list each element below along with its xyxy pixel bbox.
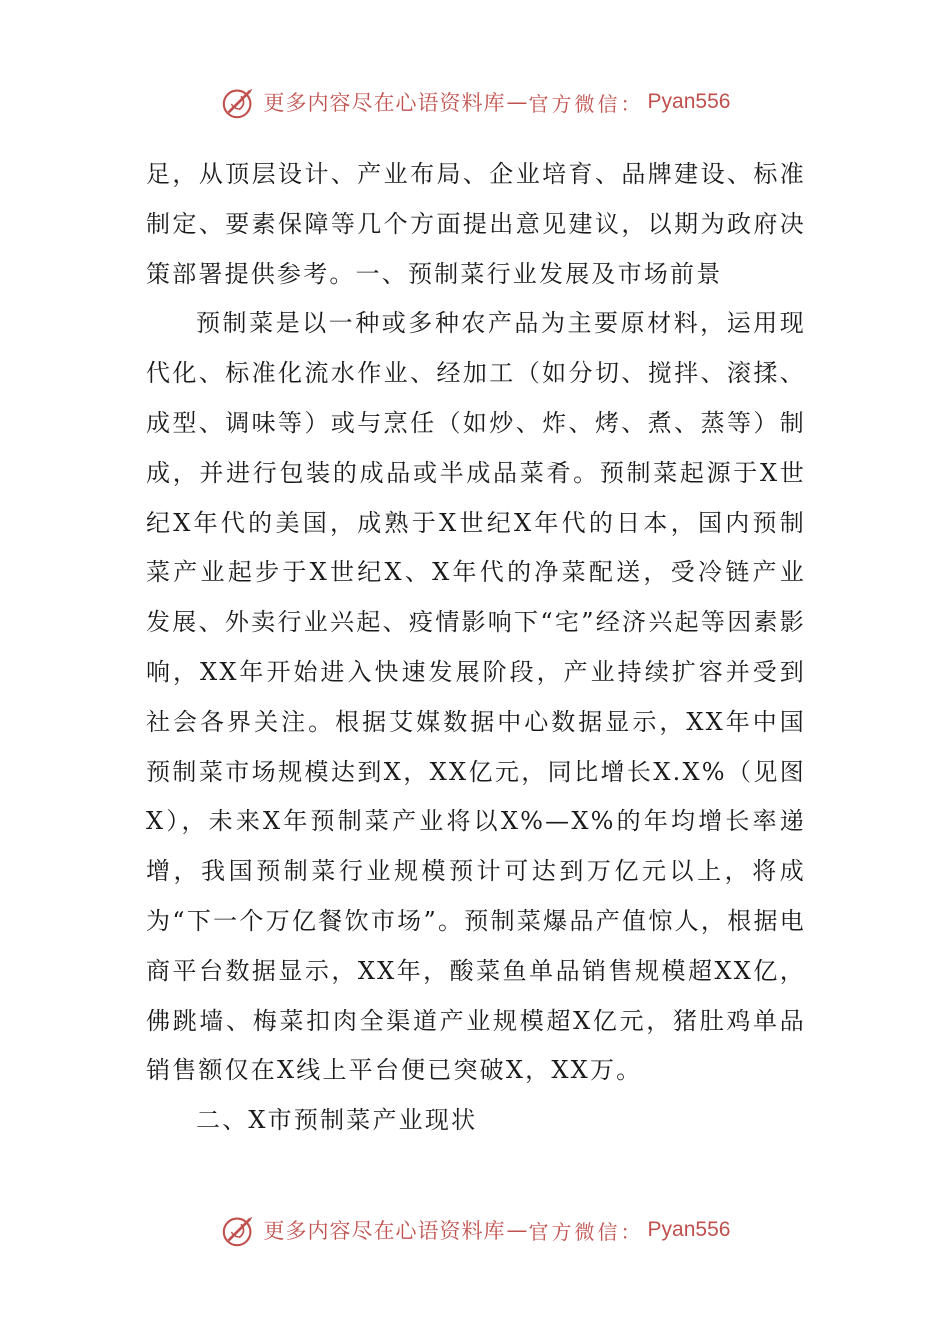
paragraph-continuation: 足，从顶层设计、产业布局、企业培育、品牌建设、标准制定、要素保障等几个方面提出意见建议，以期为政府决策部署提供参考。一、预制菜行业发展及市场前景 <box>146 160 806 288</box>
banner-wechat-label: 官方微信： <box>528 91 644 116</box>
banner-wechat-label: 官方微信： <box>528 1219 644 1244</box>
quill-logo-icon <box>220 83 258 121</box>
header-banner <box>0 80 950 124</box>
section-heading: 二、X市预制菜产业现状 <box>196 1106 478 1135</box>
banner-title: 更多内容尽在心语资料库 <box>263 91 506 115</box>
footer-banner <box>0 1208 950 1252</box>
banner-dash: — <box>506 90 528 114</box>
paragraph-prepared-food-intro: 预制菜是以一种或多种农产品为主要原材料，运用现代化、标准化流水作业、经加工（如分切、搅拌、滚揉、成型、调味等）或与烹任（如炒、炸、烤、煮、蒸等）制成，并进行包装的成品或半成品菜肴。预制菜起源于X世纪X年代的美国，成熟于X世纪X年代的日本，国内预制菜产业起步于X世纪X、X年代的净菜配送，受冷链产业发展、外卖行业兴起、疫情影响下“宅”经济兴起等因素影响，XX年开始进入快速发展阶段，产业持续扩容并受到社会各界关注。根据艾媒数据中心数据显示，XX年中国预制菜市场规模达到X，XX亿元，同比增长X.X%（见图X），未来X年预制菜产业将以X%—X%的年均增长率递增，我国预制菜行业规模预计可达到万亿元以上，将成为“下一个万亿餐饮市场”。预制菜爆品产值惊人，根据电商平台数据显示，XX年，酸菜鱼单品销售规模超XX亿，佛跳墙、梅菜扣肉全渠道产业规模超X亿元，猪肚鸡单品销售额仅在X线上平台便已突破X，XX万。 <box>146 309 806 1085</box>
document-body <box>146 150 806 1146</box>
banner-dash: — <box>506 1218 528 1242</box>
banner-wechat-id: Pyan556 <box>647 90 731 113</box>
banner-title: 更多内容尽在心语资料库 <box>263 1219 506 1243</box>
banner-wechat-id: Pyan556 <box>647 1218 731 1241</box>
quill-logo-icon <box>220 1211 258 1249</box>
